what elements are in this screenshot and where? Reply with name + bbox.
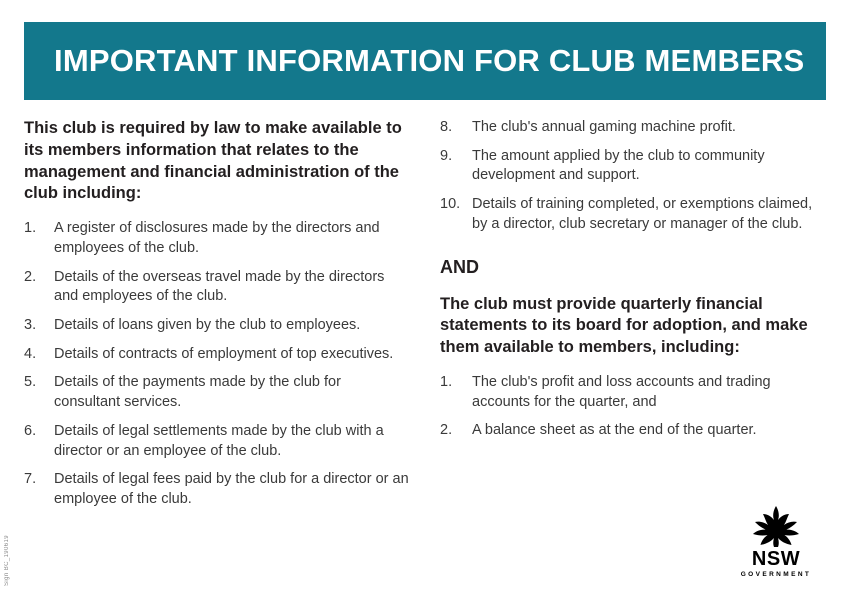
list-item-number: 9. (440, 147, 453, 164)
list-item (440, 118, 826, 138)
list-item (24, 422, 410, 461)
list-item (24, 345, 410, 365)
list-item-text: The club's profit and loss accounts and trading accounts for the quarter, and (472, 373, 771, 410)
list-item-number: 6. (24, 422, 37, 439)
left-numbered-list (24, 219, 410, 510)
document-reference-code: Sign BC_190619 (4, 535, 10, 586)
list-item (440, 195, 826, 234)
waratah-icon (730, 505, 822, 547)
list-item (24, 470, 410, 509)
list-item-text: The amount applied by the club to community development and support. (472, 147, 765, 184)
list-item-text: Details of the overseas travel made by the directors and employees of the club. (54, 268, 385, 305)
right-column (440, 118, 826, 519)
page-title: IMPORTANT INFORMATION FOR CLUB MEMBERS (54, 42, 805, 78)
list-item-text: Details of legal settlements made by the club with a director or an employee of the club. (54, 422, 384, 459)
list-item-number: 1. (24, 220, 37, 237)
list-item-number: 7. (24, 471, 37, 488)
list-item-text: Details of legal fees paid by the club for a director or an employee of the club. (54, 471, 409, 507)
right-numbered-list-continued (440, 118, 826, 235)
list-item-text: Details of training completed, or exemptions claimed, by a director, club secretary or manager of the club. (472, 196, 813, 232)
list-item-text: Details of contracts of employment of top executives. (54, 345, 394, 362)
list-item-text: A balance sheet as at the end of the quarter. (472, 422, 757, 439)
list-item (440, 373, 826, 412)
list-item (440, 421, 826, 441)
left-column (24, 118, 410, 519)
list-item-number: 8. (440, 119, 453, 135)
logo-wordmark: NSW (751, 548, 801, 570)
list-item (440, 147, 826, 186)
list-item (24, 268, 410, 307)
list-item-number: 3. (24, 316, 37, 333)
list-item (24, 316, 410, 336)
list-item-text: Details of the payments made by the club for consultant services. (54, 374, 341, 411)
list-item-text: A register of disclosures made by the directors and employees of the club. (54, 220, 380, 256)
list-item-number: 10. (440, 196, 461, 213)
list-item (24, 219, 410, 258)
list-item (24, 373, 410, 412)
list-item-number: 2. (440, 422, 453, 439)
list-item-number: 4. (24, 345, 37, 362)
logo-subtitle: GOVERNMENT (740, 571, 812, 578)
list-item-text: Details of loans given by the club to employees. (54, 316, 361, 333)
list-item-number: 5. (24, 374, 37, 391)
list-item-number: 1. (440, 373, 453, 390)
nsw-government-logo (730, 505, 822, 578)
conjunction-and: AND (440, 256, 479, 277)
left-lead-paragraph: This club is required by law to make available to its members information that relates to the management and financial administration of the club including: (24, 119, 402, 203)
header-banner (24, 22, 826, 100)
list-item-number: 2. (24, 268, 37, 285)
right-lead-paragraph: The club must provide quarterly financial statements to its board for adoption, and make them available to members, including: (440, 294, 808, 357)
content-columns (24, 118, 826, 519)
list-item-text: The club's annual gaming machine profit. (472, 119, 736, 135)
right-numbered-list-b (440, 373, 826, 441)
